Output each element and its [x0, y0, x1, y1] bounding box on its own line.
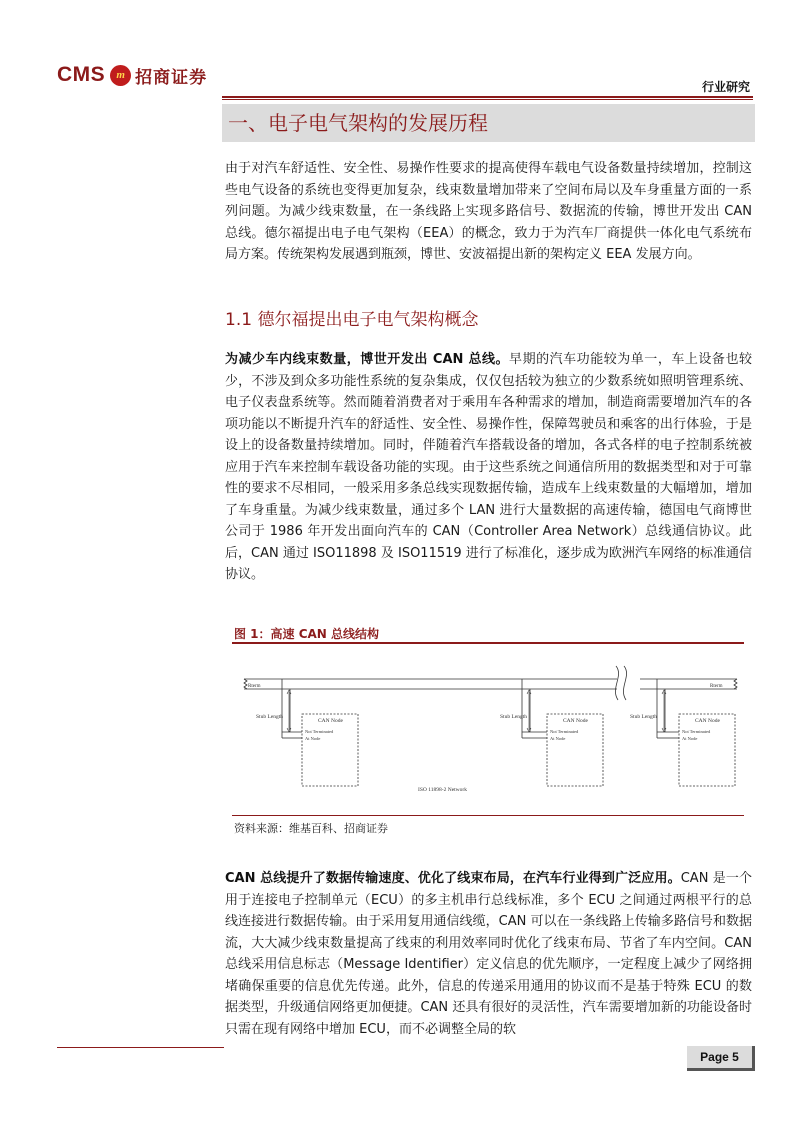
paragraph-body: 早期的汽车功能较为单一，车上设备也较少，不涉及到众多功能性系统的复杂集成，仅仅包括较为独立的少数系统如照明管理系统、电子仪表盘系统等。然而随着消费者对于乘用车各种需求的增加，制造商需要增加汽车的各项功能以不断提升汽车的舒适性、安全性、易操作性，保障驾驶员和乘客的出行体验，于是设上的设备数量持续增加。同时，伴随着汽车搭载设备的增加，各式各样的电子控制系统被应用于汽车来控制车载设备功能的实现。由于这些系统之间通信所用的数据类型和对于可靠性的要求不尽相同，一般采用多条总线实现数据传输，造成车上线束数量的大幅增加，增加了车身重量。为减少线束数量，通过多个 LAN 进行大量数据的高速传输，德国电气商博世公司于 1986 年开发出面向汽车的 CAN（Controller Area Network）总线通信协议。此后，CAN 通过 ISO11898 及 ISO11519 进行了标准化，逐步成为欧洲汽车网络的标准通信协议。	[225, 352, 752, 582]
header-divider	[222, 96, 753, 98]
bus-break-mark	[623, 666, 626, 700]
terminator-right-label: Rterm	[710, 684, 723, 689]
terminator-right-icon	[734, 679, 737, 689]
bus-break-mark	[615, 666, 618, 700]
stub-length-label: Stub Length	[500, 714, 528, 720]
can-node-label: CAN Node	[695, 718, 720, 724]
subsection-title: 1.1 德尔福提出电子电气架构概念	[225, 310, 479, 330]
terminator-left-icon	[244, 679, 247, 689]
paragraph-can-origin	[225, 349, 752, 586]
network-label: ISO 11898-2 Network	[418, 787, 467, 793]
paragraph-lead: 为减少车内线束数量，博世开发出 CAN 总线。	[225, 352, 510, 367]
paragraph-can-advantages	[225, 868, 752, 1040]
can-node-box	[679, 714, 735, 786]
can-node-label: CAN Node	[563, 718, 588, 724]
paragraph-body: CAN 是一个用于连接电子控制单元（ECU）的多主机串行总线标准，多个 ECU 之间通过两根平行的总线连接进行数据传输。由于采用复用通信线缆，CAN 可以在一条线路上传输多路信号和数据流，大大减少线束数量提高了线束的利用效率同时优化了线束布局、节省了车内空间。CAN 总线采用信息标志（Message Identifier）定义信息的优先顺序，一定程度上减少了网络拥堵确保重要的信息优先传递。此外，信息的传递采用通用的协议而不是基于特殊 ECU 的数据类型，升级通信网络更加便捷。CAN 还具有很好的灵活性，汽车需要增加新的功能设备时只需在现有网络中增加 ECU，而不必调整全局的软	[225, 871, 752, 1037]
page-number: Page 5	[687, 1046, 755, 1071]
intro-paragraph: 由于对汽车舒适性、安全性、易操作性要求的提高使得车载电气设备数量持续增加，控制这些电气设备的系统也变得更加复杂，线束数量增加带来了空间布局以及车身重量方面的一系列问题。为减少线束数量，在一条线路上实现多路信号、数据流的传输，博世开发出 CAN 总线。德尔福提出电子电气架构（EEA）的概念，致力于为汽车厂商提供一体化电气系统布局方案。传统架构发展遇到瓶颈，博世、安波福提出新的架构定义 EEA 发展方向。	[225, 161, 752, 262]
logo-latin: CMS	[57, 63, 106, 86]
not-terminated-label: Not Terminated	[305, 729, 334, 734]
can-node-2	[500, 679, 603, 786]
company-logo	[57, 62, 207, 88]
can-node-3	[630, 679, 735, 786]
not-terminated-label: Not Terminated	[550, 729, 579, 734]
not-terminated-label: Not Terminated	[682, 729, 711, 734]
header-divider-thin	[222, 99, 753, 100]
at-node-label: At Node	[682, 736, 698, 741]
can-node-1	[256, 679, 358, 786]
figure-bottom-rule	[232, 815, 744, 816]
report-type-label: 行业研究	[701, 80, 750, 94]
figure-title: 图 1：高速 CAN 总线结构	[234, 627, 380, 641]
stub-length-label: Stub Length	[630, 714, 658, 720]
figure-top-rule	[232, 642, 744, 644]
at-node-label: At Node	[305, 736, 321, 741]
at-node-label: At Node	[550, 736, 566, 741]
section-title: 一、电子电气架构的发展历程	[222, 104, 755, 142]
figure-source: 资料来源：维基百科、招商证券	[234, 822, 388, 835]
footer-divider	[57, 1047, 224, 1048]
can-node-box	[302, 714, 358, 786]
can-bus-diagram	[232, 652, 744, 812]
logo-badge-icon: m	[110, 65, 131, 86]
stub-length-label: Stub Length	[256, 714, 284, 720]
can-node-label: CAN Node	[318, 718, 343, 724]
can-node-box	[547, 714, 603, 786]
paragraph-lead: CAN 总线提升了数据传输速度、优化了线束布局，在汽车行业得到广泛应用。	[225, 871, 681, 886]
logo-chinese: 招商证券	[135, 67, 208, 88]
terminator-left-label: Rterm	[248, 684, 261, 689]
